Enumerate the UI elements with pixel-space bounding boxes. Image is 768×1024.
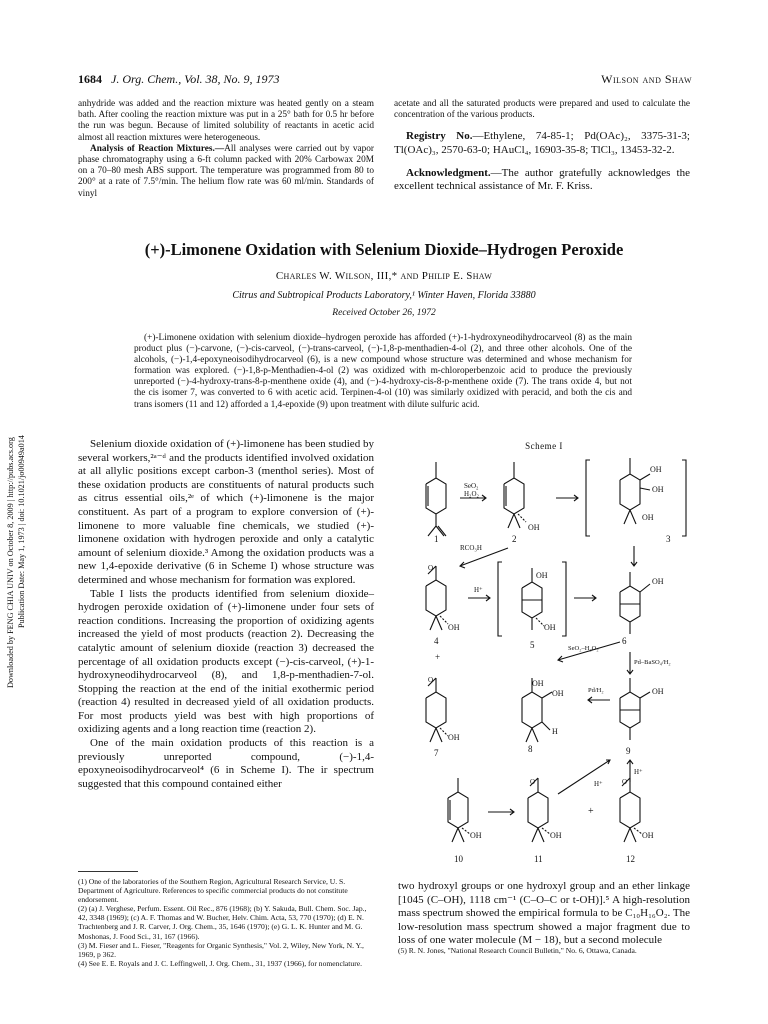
compound-12-structure [620, 778, 642, 842]
label-5: 5 [530, 640, 535, 650]
running-head: Wilson and Shaw [601, 72, 692, 86]
registry-text: —Ethylene, 74-85-1; Pd(OAc)₂, 3375-31-3; Tl(OAc)₃, 2570-63-0; HAuCl₄, 16903-35-8; TlCl₃, 13453-32-2. [394, 130, 690, 156]
download-note: Downloaded by FENG CHIA UNIV on October 8, 2009 | http://pubs.acs.org [6, 437, 15, 688]
o-label-7: O [428, 676, 434, 684]
acetate-paragraph: acetate and all the saturated products were prepared and used to calculate the concentration of the various products. [394, 99, 690, 121]
label-3: 3 [666, 534, 671, 544]
oh-label-12: OH [642, 831, 654, 840]
label-1: 1 [434, 534, 439, 544]
affiliation: Citrus and Subtropical Products Laboratory,¹ Winter Haven, Florida 33880 [232, 290, 536, 301]
reagent-h-plus-1: H⁺ [474, 586, 483, 594]
reagent-h2o2: H₂O₂ [464, 490, 479, 498]
reagent-seo2: SeO₂ [464, 482, 479, 490]
oh-label-9: OH [652, 687, 664, 696]
oh-label-11: OH [550, 831, 562, 840]
label-6: 6 [622, 636, 627, 646]
footnote-4: (4) See E. E. Royals and J. C. Leffingwell, J. Org. Chem., 31, 1937 (1966), for nomenclature. [78, 958, 363, 968]
table-paragraph: Table I lists the products identified from selenium dioxide–hydrogen peroxide oxidation of (+)-limonene under four sets of reaction conditions. Increasing the proportion of oxidizing agents increased the yield of most products (reaction 2). Decreasing the catalytic amount of selenium dioxide (reaction 3) decreased the percentage of all oxidation products except (−)-cis-carveol, (+)-1-hydroxyneodihydrocarveol (8), and 1,8-p-menthadien-7-ol. Stopping the reaction at the end of the initial exothermic period (reaction 4) resulted in decreased yield of all oxidation products. For most products yield was best with high proportions of oxidizing agents and a long reaction time (reaction 2). [78, 587, 374, 736]
oh-label-5a: OH [536, 571, 548, 580]
oh-label-5b: OH [544, 623, 556, 632]
acknowledgment-heading: Acknowledgment. [406, 166, 491, 179]
body-left-column [78, 438, 374, 791]
body-right-column: two hydroxyl groups or one hydroxyl group and an ether linkage [1045 (C–OH), 1118 cm⁻¹ (C–O–C or t-OH)].⁵ A high-resolution mass spectrum showed the empirical formula to be C₁₀H₁₆O₂. The low-resolution mass spectrum showed a major fragment due to loss of one water molecule (M − 18), but a second molecule [398, 880, 690, 947]
compound-11-structure [528, 778, 550, 842]
publication-note: Publication Date: May 1, 1973 | doi: 10.1021/jo00949a014 [17, 435, 26, 628]
scheme-figure [398, 438, 690, 870]
plus-2: + [588, 806, 594, 817]
acknowledgment-text: —The author gratefully acknowledges the excellent technical assistance of Mr. F. Kriss. [394, 166, 690, 193]
label-11: 11 [534, 854, 543, 864]
footnote-5: (5) R. N. Jones, "National Research Council Bulletin," No. 6, Ottawa, Canada. [398, 946, 637, 955]
page-header-left [78, 72, 280, 87]
compound-2-structure [504, 462, 526, 528]
label-2: 2 [512, 534, 517, 544]
page-number: 1684 [78, 72, 102, 86]
scheme-drawing [398, 438, 690, 870]
reagent-h-plus-2: H⁺ [594, 780, 603, 788]
acknowledgment-paragraph [394, 167, 690, 194]
o-label-12: O [622, 778, 628, 786]
reagent-h-plus-3: H⁺ [634, 768, 643, 776]
registry-paragraph [394, 130, 690, 157]
experimental-paragraph: anhydride was added and the reaction mixture was heated gently on a steam bath. After cooling the reaction mixture was put in a 25° bath for 0.5 hr before the run was begun. Because of limited solubility of reactants in acetic acid almost all reaction mixtures were heterogeneous. [78, 99, 374, 143]
oh-label-4: OH [448, 623, 460, 632]
previous-article-right-column [394, 99, 690, 194]
abstract: (+)-Limonene oxidation with selenium dioxide–hydrogen peroxide has afforded (+)-1-hydroxyneodihydrocarveol (8) as the main product plus (−)-carvone, (−)-cis-carveol, (−)-trans-carveol, (−)-1,8-p-menthadien-4-ol (2), and three other alcohols. One of the alcohols, (−)-1,4-epoxyneoisodihydrocarveol (6), is a new compound whose structure was determined and whose mechanism for formation was explored. (−)-1,8-p-Menthadien-4-ol (2) was oxidized with m-chloroperbenzoic acid to produce the previously unreported (−)-4-hydroxy-trans-8-p-menthene oxide (4), and (−)-4-hydroxy-cis-8-p-menthene oxide (7). The trans oxide 4, but not the cis isomer 7, was converted to 6 with acetic acid. Terpinen-4-ol (10) was similarly oxidized with peracid, and both the cis and trans isomers (11 and 12) afforded a 1,4-epoxide (9) upon treatment with dilute sulfuric acid. [134, 333, 632, 410]
plus-1: + [435, 652, 441, 662]
reagent-pd-h2: Pd/H₂ [588, 687, 604, 694]
reagent-rco3h: RCO₃H [460, 544, 482, 552]
received-date: Received October 26, 1972 [332, 308, 436, 318]
article-authors: Charles W. Wilson, III,* and Philip E. Shaw [275, 270, 493, 282]
label-8: 8 [528, 744, 533, 754]
reagent-seo2-h2o2: SeO₂–H₂O₂ [568, 645, 599, 652]
o-label-4: O [428, 564, 434, 572]
compound-9-structure [620, 678, 650, 740]
oh-label-10: OH [470, 831, 482, 840]
label-12: 12 [626, 854, 635, 864]
analysis-heading: Analysis of Reaction Mixtures.— [90, 143, 225, 154]
footnote-rule [78, 871, 138, 872]
analysis-paragraph [78, 144, 374, 200]
article-title: (+)-Limonene Oxidation with Selenium Dioxide–Hydrogen Peroxide [144, 240, 624, 259]
compound-10-structure [448, 778, 470, 842]
epoxide-paragraph: One of the main oxidation products of this reaction is a previously unreported compound, (−)-1,4-epoxyneoisodihydrocarveol⁴ (6 in Scheme I). The ir spectrum suggested that this compound contained either [78, 737, 374, 790]
label-4: 4 [434, 636, 439, 646]
previous-article-left-column [78, 99, 374, 200]
oh-label-3c: OH [642, 513, 654, 522]
footnote-2: (2) (a) J. Verghese, Perfum. Essent. Oil Rec., 876 (1968); (b) Y. Sakuda, Bull. Chem. Soc. Jap., 42, 3348 (1969); (c) A. F. Thomas and W. Bucher, Helv. Chim. Acta, 53, 770 (1970); (d) E. N. Trachtenberg and J. R. Carver, J. Org. Chem., 35, 1646 (1970); (e) G. L. K. Hunter and M. G. Moshonas, J. Food Sci., 31, 167 (1966). [78, 904, 367, 941]
label-9: 9 [626, 746, 631, 756]
compound-1-structure [426, 462, 446, 536]
reagent-pd-baso4: Pd–BaSO₄/H₂ [634, 659, 671, 666]
intro-paragraph: Selenium dioxide oxidation of (+)-limonene has been studied by several workers,²ᵃ⁻ᵈ and the products identified involved oxidation at all allylic positions except carbon-3 (menthol series). Most of these oxidation products are constituents of natural products such as citrus essential oils,²ᵉ of which (+)-limonene is the major constituent. As part of a program to explore conversion of (+)-limonene to more valuable fine chemicals, we studied (+)-limonene oxidation with hydrogen peroxide and only a catalytic amount of selenium dioxide.³ Among the oxidation products was a new 1,4-epoxide derivative (6 in Scheme I) whose structure was determined and whose mechanism for formation was explored. [78, 438, 374, 586]
footnote-1: (1) One of the laboratories of the Southern Region, Agricultural Research Service, U. S. Department of Agriculture. References to specific commercial products do not constitute endorsement. [78, 877, 348, 905]
oh-label-8a: OH [532, 679, 544, 688]
oh-label-3b: OH [652, 485, 664, 494]
label-10: 10 [454, 854, 463, 864]
h-label-8: H [552, 727, 558, 736]
oh-label-2: OH [528, 523, 540, 532]
footnote-3: (3) M. Fieser and L. Fieser, "Reagents for Organic Synthesis," Vol. 2, Wiley, New York, N. Y., 1969, p 362. [78, 940, 364, 959]
oh-label-8b: OH [552, 689, 564, 698]
oh-label-6: OH [652, 577, 664, 586]
label-7: 7 [434, 748, 439, 758]
o-label-11: O [530, 778, 536, 786]
scheme-title: Scheme I [525, 441, 563, 451]
compound-7-structure [426, 678, 448, 742]
compound-4-structure [426, 566, 448, 630]
analysis-text: All analyses were carried out by vapor phase chromatography using a 6-ft column packed with 20% Carbowax 20M on a 70–80 mesh ABS support. The temperature was programmed from 80 to 200° at a rate of 7.5°/min. The helium flow rate was 60 ml/min. Standards of vinyl [78, 143, 375, 199]
registry-heading: Registry No. [406, 130, 473, 143]
oh-label-7: OH [448, 733, 460, 742]
compound-6-structure [620, 572, 650, 634]
oh-label-3a: OH [650, 465, 662, 474]
footnotes-left [78, 877, 374, 968]
journal-citation: J. Org. Chem., Vol. 38, No. 9, 1973 [111, 72, 280, 86]
